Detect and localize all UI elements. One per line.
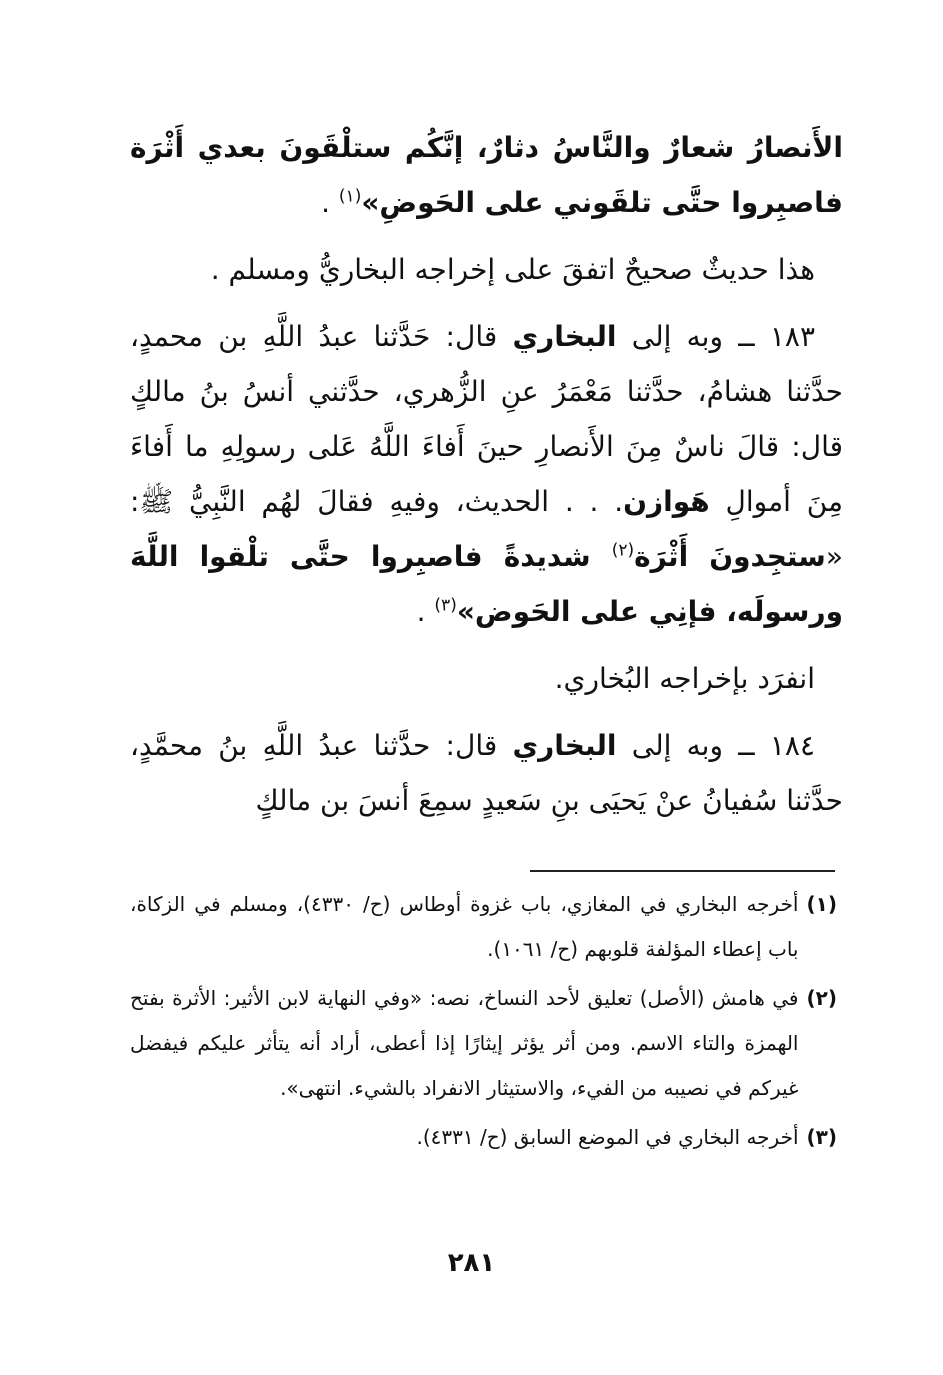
footnotes bbox=[130, 882, 837, 1164]
footnote-text: في هامش (الأصل) تعليق لأحد النساخ، نصه: «وفي النهاية لابن الأثير: الأثرة بفتح الهمزة والتاء الاسم. ومن أثر يؤثر إيثارًا إذا أعطى، أراد أنه يتأثر عليكم فيفضل غيركم في نصيبه من الفيء، والاستيثار الانفراد بالشيء. انتهى». bbox=[130, 986, 799, 1100]
narrator-name: البخاري bbox=[512, 320, 617, 353]
hadith-intro: ١٨٤ ــ وبه إلى bbox=[616, 729, 816, 762]
main-text bbox=[130, 120, 843, 828]
footnote-marker: (٢) bbox=[611, 540, 635, 561]
place-name: هَوازن bbox=[623, 485, 710, 518]
hadith-context: . . . الحديث، وفيهِ فقالَ لهُم النَّبِيُّ ﷺ: « bbox=[130, 485, 843, 573]
page-number: ٢٨١ bbox=[447, 1248, 496, 1278]
paragraph-hadith-184 bbox=[130, 718, 843, 828]
footnote-item bbox=[130, 976, 837, 1111]
hadith-chain: قال: حَدَّثنا عبدُ اللَّهِ بن محمدٍ، حدَّثنا هشامُ، حدَّثنا مَعْمَرُ عنِ الزُّهري، حدَّثني أنسُ بنُ مالكٍ قال: قالَ ناسٌ مِنَ الأَنصارِ حينَ أَفاءَ اللَّهُ عَلى رسولِهِ ما أَفاءَ مِنَ أموالِ bbox=[130, 320, 844, 518]
narrator-name: البخاري bbox=[512, 729, 617, 762]
paragraph-end: . bbox=[416, 595, 435, 628]
paragraph-end: . bbox=[321, 186, 339, 219]
hadith-text: الأَنصارُ شعارٌ والنَّاسُ دثارٌ، إنَّكُم ستلْقَونَ بعدي أَثْرَة فاصبِروا حتَّى تلقَوني على الحَوضِ» bbox=[130, 131, 843, 219]
footnote-marker: (١) bbox=[338, 186, 362, 207]
hadith-text-continued: شديدةً فاصبِروا حتَّى تلْقوا اللَّهَ ورسولَه، فإنِي على الحَوض» bbox=[130, 540, 843, 628]
footnote-marker: (٣) bbox=[434, 595, 457, 616]
footnote-number: (٢) bbox=[806, 986, 837, 1010]
footnote-divider bbox=[530, 870, 835, 872]
paragraph-hadith-183 bbox=[130, 309, 843, 639]
hadith-text: ستجِدونَ أَثْرَة bbox=[634, 540, 826, 573]
footnote-text: أخرجه البخاري في الموضع السابق (ح/ ٤٣٣١). bbox=[416, 1125, 799, 1149]
footnote-item bbox=[130, 1115, 837, 1160]
footnote-text: أخرجه البخاري في المغازي، باب غزوة أوطاس (ح/ ٤٣٣٠)، ومسلم في الزكاة، باب إعطاء المؤلفة قلوبهم (ح/ ١٠٦١). bbox=[130, 892, 799, 961]
hadith-chain: قال: حدَّثنا عبدُ اللَّهِ بنُ محمَّدٍ، حدَّثنا سُفيانُ عنْ يَحيَى بنِ سَعيدٍ سمِعَ أنسَ بن مالكٍ bbox=[130, 729, 843, 817]
paragraph-hadith-ending bbox=[130, 120, 843, 230]
paragraph-grading: انفرَد بإخراجه البُخاري. bbox=[554, 662, 815, 695]
hadith-intro: ١٨٣ ــ وبه إلى bbox=[616, 320, 816, 353]
footnote-item bbox=[130, 882, 837, 972]
paragraph-grading: هذا حديثٌ صحيحٌ اتفقَ على إخراجه البخاريُّ ومسلم . bbox=[210, 253, 815, 286]
footnote-number: (٣) bbox=[806, 1125, 837, 1149]
footnote-number: (١) bbox=[806, 892, 837, 916]
